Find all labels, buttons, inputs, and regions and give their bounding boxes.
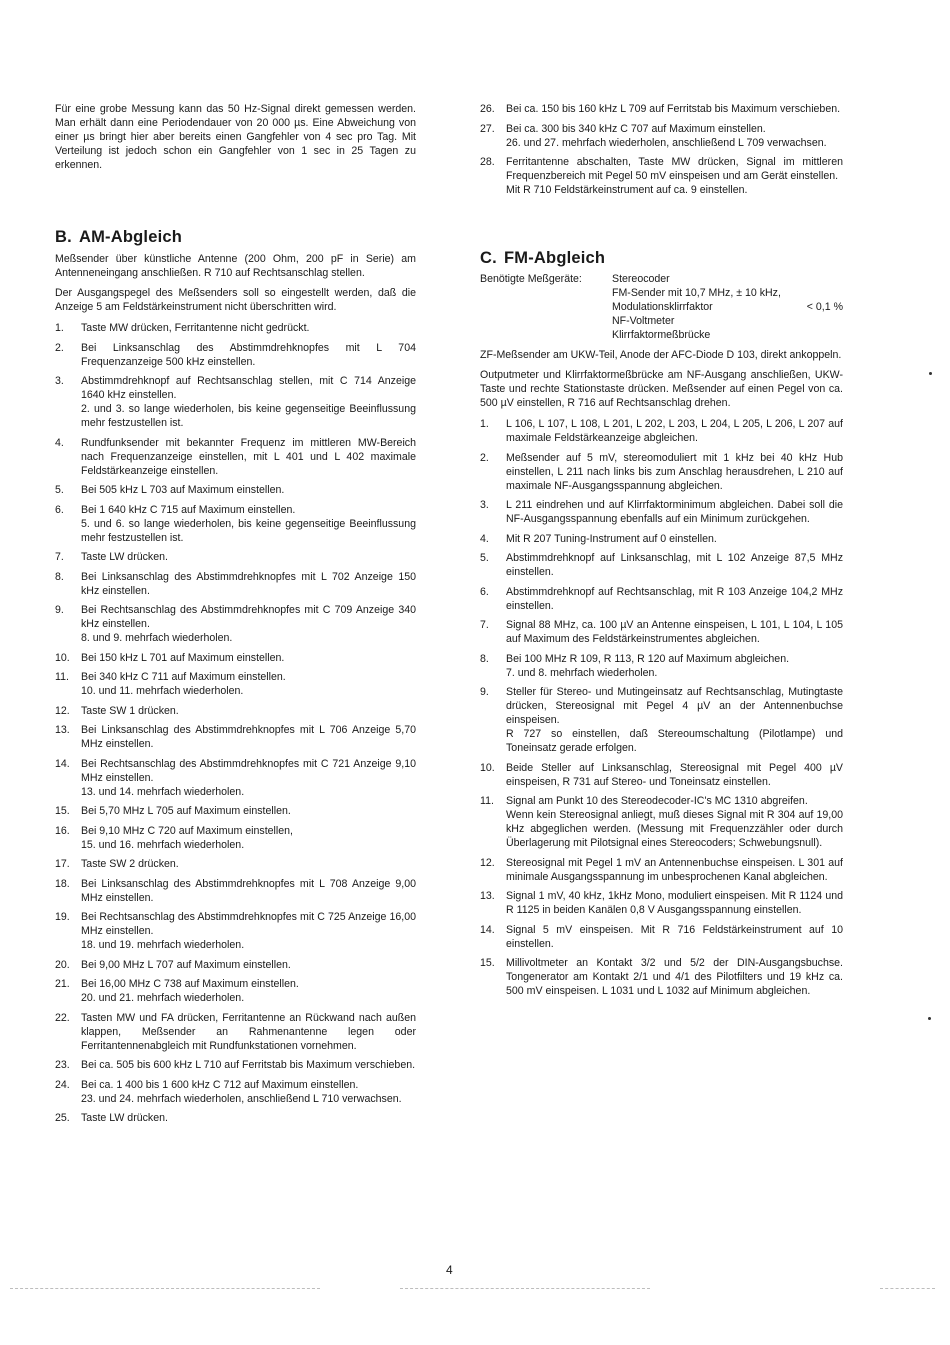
item-text [506, 856, 843, 884]
item-text [81, 910, 416, 952]
list-item [55, 436, 416, 478]
item-number: 13. [55, 724, 70, 736]
item-line: Bei 9,10 MHz C 720 auf Maximum einstellen, [81, 824, 293, 837]
right-column [480, 0, 843, 1004]
item-line: Steller für Stereo- und Mutingeinsatz auf Rechtsanschlag, Mutingtaste drücken, Stereosignal mit Pegel 4 µV an der Antennenbuchse einspeisen. [506, 686, 843, 726]
list-item [55, 723, 416, 751]
item-number: 2. [480, 451, 489, 464]
item-text [506, 122, 843, 150]
item-line: 15. und 16. mehrfach wiederholen. [81, 838, 245, 851]
section-heading-fm [480, 249, 843, 268]
item-line: Bei Rechtsanschlag des Abstimmdrehknopfes mit C 721 Anzeige 9,10 MHz einstellen. [81, 757, 416, 784]
item-line: Bei Linksanschlag des Abstimmdrehknopfes mit L 704 Frequenzanzeige 500 kHz einstellen. [81, 341, 416, 368]
item-text [81, 603, 416, 645]
item-text [81, 651, 416, 665]
item-line: Stereosignal mit Pegel 1 mV an Antennenbuchse einspeisen. L 301 auf minimale Ausgangsspannung im unbesprochenen Kanal abgleichen. [506, 856, 843, 883]
scan-noise [400, 1288, 650, 1290]
item-line: 7. und 8. mehrfach wiederholen. [506, 666, 658, 679]
list-item [55, 651, 416, 665]
list-item [480, 923, 843, 951]
item-line: Beide Steller auf Linksanschlag, Stereosignal mit Pegel 400 µV einspeisen, R 731 auf Stereo- und Toneinsatz einstellen. [506, 761, 843, 788]
list-item [480, 652, 843, 680]
item-number: 10. [55, 651, 70, 664]
equipment-name: Stereocoder [612, 273, 670, 285]
item-text [81, 1111, 416, 1125]
am-steps-list [55, 321, 416, 1125]
list-item [480, 889, 843, 917]
item-line: Bei Linksanschlag des Abstimmdrehknopfes mit L 702 Anzeige 150 kHz einstellen. [81, 570, 416, 597]
item-number: 12. [480, 856, 495, 869]
item-number: 23. [55, 1059, 70, 1071]
item-text [506, 618, 843, 646]
item-text [81, 877, 416, 905]
section-heading-am [55, 228, 416, 247]
item-text [81, 958, 416, 972]
section-letter: C. [480, 249, 497, 267]
fm-paragraph-2: Outputmeter und Klirrfaktormeßbrücke am NF-Ausgang anschließen, UKW-Taste und rechte Stationstaste drücken. Meßsender auf einen Pegel von ca. 500 µV einstellen, R 716 auf Rechtsanschlag drehen. [480, 369, 843, 409]
item-text [81, 1058, 416, 1072]
item-text [81, 824, 416, 852]
item-line: Bei 9,00 MHz L 707 auf Maximum einstellen. [81, 958, 291, 971]
item-number: 5. [480, 552, 489, 564]
item-line: Bei 505 kHz L 703 auf Maximum einstellen. [81, 484, 285, 496]
item-line: Meßsender auf 5 mV, stereomoduliert mit 1 kHz bei 40 kHz Hub einstellen, L 211 nach links bis zum Anschlag herausdrehen, L 210 auf maximale NF-Ausgangsspannung abgleichen. [506, 451, 843, 492]
item-line: Signal 5 mV einspeisen. Mit R 716 Feldstärkeinstrument auf 10 einstellen. [506, 923, 843, 950]
item-number: 12. [55, 704, 70, 717]
equipment-list [612, 272, 843, 342]
item-line: 13. und 14. mehrfach wiederholen. [81, 785, 245, 798]
item-number: 8. [55, 570, 64, 583]
item-line: Signal 88 MHz, ca. 100 µV an Antenne einspeisen, L 101, L 104, L 105 auf Maximum des Feldstärkeinstrumentes abgleichen. [506, 619, 843, 645]
item-line: Bei ca. 1 400 bis 1 600 kHz C 712 auf Maximum einstellen. [81, 1078, 359, 1091]
item-number: 3. [55, 375, 64, 387]
item-text [506, 585, 843, 613]
item-line: Bei 1 640 kHz C 715 auf Maximum einstellen. [81, 503, 296, 516]
item-line: Bei Linksanschlag des Abstimmdrehknopfes mit L 706 Anzeige 5,70 MHz einstellen. [81, 724, 416, 750]
am-paragraph-1: Meßsender über künstliche Antenne (200 Ohm, 200 pF in Serie) am Antenneneingang anschließen. R 710 auf Rechtsanschlag stellen. [55, 253, 416, 279]
item-text [81, 977, 416, 1005]
item-number: 19. [55, 911, 70, 923]
equipment-row [612, 328, 843, 342]
item-number: 28. [480, 156, 495, 168]
list-item [480, 685, 843, 755]
fm-paragraph-1: ZF-Meßsender am UKW-Teil, Anode der AFC-Diode D 103, direkt ankoppeln. [480, 349, 842, 361]
item-line: 23. und 24. mehrfach wiederholen, anschließend L 710 verwachsen. [81, 1092, 402, 1105]
item-number: 20. [55, 958, 70, 971]
equipment-label: Benötigte Meßgeräte: [480, 273, 582, 285]
item-number: 11. [480, 795, 494, 807]
item-number: 26. [480, 103, 495, 115]
equipment-value: < 0,1 % [806, 301, 843, 313]
item-line: 5. und 6. so lange wiederholen, bis keine gegenseitige Beeinflussung mehr festzustellen ist. [81, 517, 416, 544]
item-line: Abstimmdrehknopf auf Rechtsanschlag stellen, mit C 714 Anzeige 1640 kHz einstellen. [81, 375, 416, 401]
item-text [506, 923, 843, 951]
item-line: Bei Rechtsanschlag des Abstimmdrehknopfes mit C 709 Anzeige 340 kHz einstellen. [81, 604, 416, 630]
item-number: 6. [55, 503, 64, 516]
item-line: Bei ca. 505 bis 600 kHz L 710 auf Ferritstab bis Maximum verschieben. [81, 1059, 416, 1071]
item-text [506, 498, 843, 526]
section-letter: B. [55, 228, 72, 246]
equipment-name: Klirrfaktormeßbrücke [612, 329, 711, 341]
item-number: 27. [480, 122, 495, 135]
item-line: 2. und 3. so lange wiederholen, bis keine gegenseitige Beeinflussung mehr festzustellen ist. [81, 403, 416, 429]
item-number: 5. [55, 484, 64, 496]
item-number: 7. [480, 619, 489, 631]
section-title: FM-Abgleich [504, 249, 606, 267]
item-text [506, 417, 843, 445]
item-line: Bei 16,00 MHz C 738 auf Maximum einstellen. [81, 978, 299, 990]
item-line: Millivoltmeter an Kontakt 3/2 und 5/2 der DIN-Ausgangsbuchse. Tongenerator am Kontakt 2/1 und 4/1 des Pilotfilters und 19 kHz ca. 500 mV einspeisen. L 1031 und L 1032 auf Minimum abgleichen. [506, 957, 843, 997]
item-line: Mit R 710 Feldstärkeinstrument auf ca. 9 einstellen. [506, 184, 748, 196]
item-line: Bei Rechtsanschlag des Abstimmdrehknopfes mit C 725 Anzeige 16,00 MHz einstellen. [81, 911, 416, 937]
list-item [55, 704, 416, 718]
equipment-row [612, 286, 843, 300]
item-number: 15. [480, 957, 495, 969]
list-item [480, 585, 843, 613]
item-text [81, 483, 416, 497]
item-line: Wenn kein Stereosignal anliegt, muß dieses Signal mit R 304 auf 19,00 kHz abgeglichen werden. (Messung mit Frequenzzähler oder durch Überlagerung mit Pilotsignal eines Stereocoders; Schwebungsnull). [506, 809, 843, 849]
list-item [480, 451, 843, 493]
item-number: 21. [55, 978, 70, 990]
item-text [506, 889, 843, 917]
equipment-row [612, 272, 843, 286]
item-number: 24. [55, 1078, 70, 1091]
equipment-row [612, 314, 843, 328]
item-line: L 211 eindrehen und auf Klirrfaktorminimum abgleichen. Dabei soll die NF-Ausgangsspannung ebenfalls auf ein Minimum zurückgehen. [506, 499, 843, 525]
item-line: Signal 1 mV, 40 kHz, 1kHz Mono, moduliert einspeisen. Mit R 1124 und R 1125 in beiden Kanälen 0,8 V Ausgangsspannung einstellen. [506, 890, 843, 916]
item-line: R 727 so einstellen, daß Stereoumschaltung (Pilotlampe) und Toneinsatz gerade erfolgen. [506, 728, 843, 754]
scan-noise [10, 1288, 320, 1290]
list-item [480, 532, 843, 546]
item-number: 10. [480, 761, 495, 774]
item-text [81, 1078, 416, 1106]
item-text [81, 321, 416, 335]
item-number: 9. [55, 604, 64, 616]
list-item [480, 498, 843, 526]
item-number: 14. [55, 757, 70, 770]
list-item [55, 958, 416, 972]
item-number: 1. [480, 418, 489, 430]
list-item [480, 618, 843, 646]
item-number: 4. [55, 436, 64, 449]
item-text [506, 155, 843, 197]
item-text [506, 551, 843, 579]
list-item [55, 321, 416, 335]
item-line: Taste SW 2 drücken. [81, 858, 179, 870]
list-item [55, 1011, 416, 1053]
list-item [55, 804, 416, 818]
list-item [55, 824, 416, 852]
item-number: 11. [55, 671, 69, 683]
am-steps-list-continued [480, 102, 843, 197]
list-item [480, 956, 843, 998]
list-item [480, 122, 843, 150]
item-line: Abstimmdrehknopf auf Linksanschlag, mit L 102 Anzeige 87,5 MHz einstellen. [506, 552, 843, 578]
equipment-row [612, 300, 843, 314]
item-line: Tasten MW und FA drücken, Ferritantenne an Rückwand nach außen klappen, Meßsender an Rahmenantenne legen oder Ferritantennenabgleich mit Rundfunkstationen vornehmen. [81, 1011, 416, 1052]
item-line: Abstimmdrehknopf auf Rechtsanschlag, mit R 103 Anzeige 104,2 MHz einstellen. [506, 585, 843, 612]
scan-mark [929, 372, 932, 375]
item-line: L 106, L 107, L 108, L 201, L 202, L 203, L 204, L 205, L 206, L 207 auf maximale Feldstärkeanzeige abgleichen. [506, 418, 843, 444]
list-item [55, 503, 416, 545]
item-text [506, 102, 843, 116]
item-text [81, 857, 416, 871]
item-text [81, 804, 416, 818]
item-text [506, 532, 843, 546]
list-item [55, 374, 416, 430]
item-line: Ferritantenne abschalten, Taste MW drücken, Signal im mittleren Frequenzbereich mit Pegel 50 mV einspeisen und am Gerät einstellen. [506, 156, 843, 182]
item-number: 17. [55, 858, 70, 870]
item-number: 4. [480, 532, 489, 545]
item-text [81, 570, 416, 598]
item-number: 9. [480, 686, 489, 698]
left-column [55, 0, 416, 1131]
equipment-name: FM-Sender mit 10,7 MHz, ± 10 kHz, [612, 287, 781, 299]
fm-steps-list [480, 417, 843, 998]
list-item [480, 102, 843, 116]
list-item [480, 417, 843, 445]
am-paragraph-2: Der Ausgangspegel des Meßsenders soll so eingestellt werden, daß die Anzeige 5 am Feldstärkeinstrument nicht überschritten wird. [55, 287, 416, 313]
item-text [506, 761, 843, 789]
item-line: 26. und 27. mehrfach wiederholen, anschließend L 709 verwachsen. [506, 136, 827, 149]
item-text [506, 956, 843, 998]
item-line: Taste LW drücken. [81, 1112, 168, 1124]
item-line: Taste SW 1 drücken. [81, 704, 179, 717]
item-text [506, 794, 843, 850]
item-number: 16. [55, 824, 70, 837]
item-number: 18. [55, 877, 70, 890]
equipment-name: NF-Voltmeter [612, 315, 675, 327]
list-item [55, 910, 416, 952]
intro-paragraph: Für eine grobe Messung kann das 50 Hz-Signal direkt gemessen werden. Man erhält dann eine Periodendauer von 20 000 µs. Eine Abweichung von einer µs bringt hier aber bereits einen Gangfehler von 4 sec pro Tag. Mit Verteilung ist jedoch schon ein Gangfehler von 1 sec in 25 Tagen zu erkennen. [55, 103, 416, 171]
item-line: Mit R 207 Tuning-Instrument auf 0 einstellen. [506, 532, 717, 545]
list-item [55, 757, 416, 799]
item-line: Signal am Punkt 10 des Stereodecoder-IC's MC 1310 abgreifen. [506, 795, 808, 807]
item-text [81, 503, 416, 545]
item-text [81, 670, 416, 698]
item-number: 7. [55, 551, 64, 563]
list-item [55, 977, 416, 1005]
list-item [480, 856, 843, 884]
scan-noise [880, 1288, 935, 1290]
list-item [55, 877, 416, 905]
section-title: AM-Abgleich [79, 228, 183, 246]
item-text [81, 374, 416, 430]
item-number: 8. [480, 652, 489, 665]
item-text [506, 451, 843, 493]
item-number: 6. [480, 585, 489, 598]
item-line: 8. und 9. mehrfach wiederholen. [81, 632, 233, 644]
item-number: 22. [55, 1011, 70, 1024]
item-text [81, 757, 416, 799]
item-line: Taste MW drücken, Ferritantenne nicht gedrückt. [81, 322, 310, 334]
item-number: 14. [480, 923, 495, 936]
scan-mark [928, 1017, 931, 1020]
item-line: 20. und 21. mehrfach wiederholen. [81, 992, 245, 1004]
list-item [480, 155, 843, 197]
list-item [55, 483, 416, 497]
item-line: Bei ca. 150 bis 160 kHz L 709 auf Ferritstab bis Maximum verschieben. [506, 103, 841, 115]
list-item [55, 341, 416, 369]
page-number: 4 [446, 1263, 453, 1277]
list-item [55, 1078, 416, 1106]
item-text [506, 685, 843, 755]
item-text [81, 1011, 416, 1053]
list-item [55, 857, 416, 871]
item-text [81, 341, 416, 369]
item-number: 15. [55, 805, 70, 817]
item-number: 1. [55, 322, 64, 334]
list-item [55, 670, 416, 698]
equipment-table [480, 272, 843, 342]
item-text [81, 723, 416, 751]
item-number: 25. [55, 1112, 70, 1124]
item-line: 10. und 11. mehrfach wiederholen. [81, 685, 244, 697]
item-line: Bei Linksanschlag des Abstimmdrehknopfes mit L 708 Anzeige 9,00 MHz einstellen. [81, 877, 416, 904]
item-line: Bei 340 kHz C 711 auf Maximum einstellen. [81, 671, 286, 683]
list-item [480, 761, 843, 789]
list-item [55, 603, 416, 645]
item-line: Bei 100 MHz R 109, R 113, R 120 auf Maximum abgleichen. [506, 652, 790, 665]
item-line: Rundfunksender mit bekannter Frequenz im mittleren MW-Bereich nach Frequenzanzeige einstellen, mit L 401 und L 402 maximale Feldstärkeanzeige einstellen. [81, 436, 416, 477]
item-line: Bei 150 kHz L 701 auf Maximum einstellen. [81, 651, 285, 664]
item-number: 2. [55, 341, 64, 354]
item-text [81, 704, 416, 718]
equipment-name: Modulationsklirrfaktor [612, 301, 713, 313]
item-text [506, 652, 843, 680]
item-number: 13. [480, 890, 495, 902]
list-item [480, 551, 843, 579]
item-line: Taste LW drücken. [81, 551, 168, 563]
list-item [55, 550, 416, 564]
list-item [55, 1058, 416, 1072]
item-line: 18. und 19. mehrfach wiederholen. [81, 939, 245, 951]
list-item [480, 794, 843, 850]
item-line: Bei 5,70 MHz L 705 auf Maximum einstellen. [81, 805, 291, 817]
list-item [55, 570, 416, 598]
item-text [81, 436, 416, 478]
item-text [81, 550, 416, 564]
list-item [55, 1111, 416, 1125]
item-number: 3. [480, 499, 489, 511]
item-line: Bei ca. 300 bis 340 kHz C 707 auf Maximum einstellen. [506, 122, 766, 135]
